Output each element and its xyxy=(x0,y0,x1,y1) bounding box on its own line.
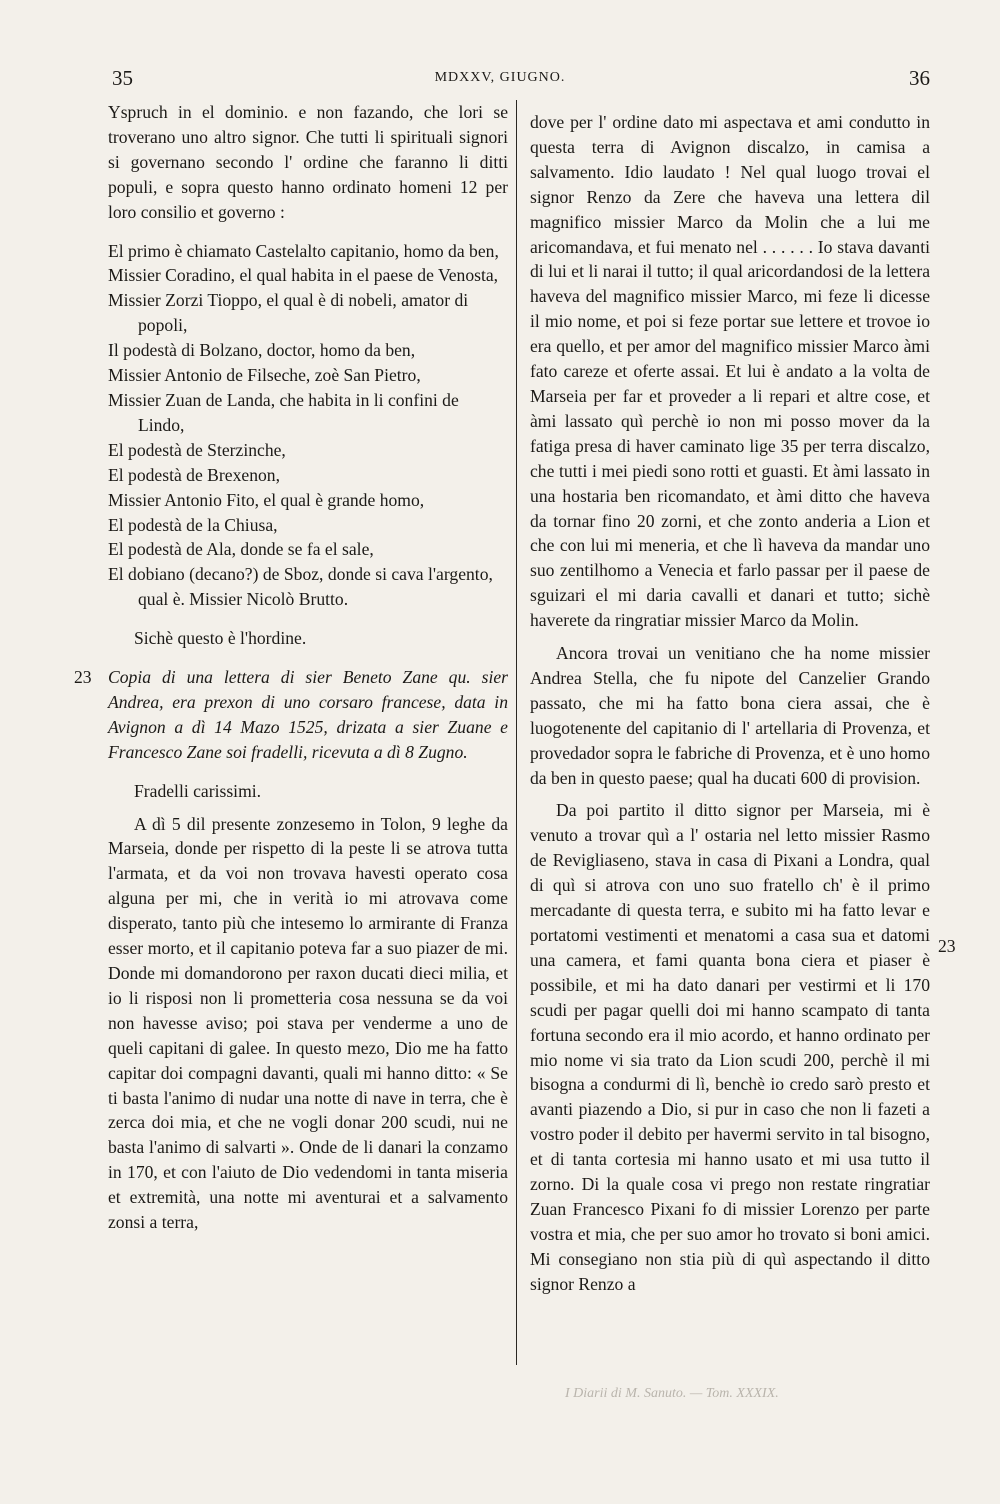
letter-heading-block xyxy=(74,665,508,765)
left-column xyxy=(74,100,508,1235)
paragraph: Da poi partito il ditto signor per Marseia, mi è venuto a trovar quì a l' ostaria nel letto missier Rasmo de Revigliaseno, stava in casa di Pixani a Londra, qual di quì si atrova con uno suo fratello ch' è il primo mercadante di questa terra, e subito mi ha fatto levar e portatomi vestimenti et menatomi a casa sua et datomi una camera, et fami quanta bona ciera et piaser è possibile, et mi ha dato danari per vestirmi et li 170 scudi per pagar quelli doi mi hanno scampato di tanta fortuna secondo era il mio acordo, et hanno ordinato per mio nome vi sia trato da Lion scudi 200, perchè il mi bisogna a condurmi di lì, benchè io credo sarò presto et avanti piazendo a Dio, si pur in caso che non li fazeti a vostro poder il debito per havermi servito in tal bisogno, et di tanta cortesia mi hanno usato et mi usa tutto il zorno. Di la quale cosa vi prego non restate ringratiar Zuan Francesco Pixani fo di missier Lorenzo per parte vostra et mia, che per suo amor ho trovato si boni amici. Mi consegiano non stia più di quì aspectando il ditto signor Renzo a xyxy=(530,800,930,1294)
right-page-number: 36 xyxy=(909,66,930,90)
left-page-number: 35 xyxy=(112,66,133,90)
margin-note-right: 23 xyxy=(938,936,956,956)
list-item: Il podestà di Bolzano, doctor, homo da ben, xyxy=(108,340,416,361)
running-title: MDXXV, GIUGNO. xyxy=(434,70,566,85)
list-item: Missier Zorzi Tioppo, el qual è di nobeli, amator di popoli, xyxy=(108,290,469,336)
letter-continuation: dove per l' ordine dato mi aspectava et ami condutto in questa terra di Avignon discalzo, in camisa a salvamento. Idio laudato ! Nel qual luogo trovai el signor Renzo da Zere che haveva una lettera dil magnifico missier Marco da Molin che a lui me aricomandava, et fui menato nel . . . . . . Io stava davanti di lui et li narai il tutto; il qual aricordandosi de la lettera haveva del magnifico missier Marco, mi feze li dicesse il mio nome, et poi si feze portar sue lettere et trovoe io era quello, et per amor del magnifico missier Marco àmi fato careze et oferte assai. Et lui è andato a la volta de Marseia per far et proveder a li repari et altre cose, et àmi lassato quì perchè io non mi posso mover da la fatiga presa di haver caminato lige 35 per terra discalzo, che tutti i mei piedi sono rotti et guasti. Et àmi lassato in una hostaria ben ricomandato, et àmi ditto che haveva da tornar fino 20 zorni, et che zonto anderia a Lion et che con lui mi meneria, et che lì haveva da mandar uno suo zentilhomo a Venecia et farlo passar per il paese de sguizari el mi daria cavalli et danari et tutto; sichè haverete da ringratiar missier Marco da Molin. xyxy=(530,112,930,631)
list-item: Missier Zuan de Landa, che habita in li confini de Lindo, xyxy=(108,389,459,435)
list-item: Missier Antonio Fito, el qual è grande homo, xyxy=(108,489,425,510)
letter-paragraph: A dì 5 dil presente zonzesemo in Tolon, 9 leghe da Marseia, donde per rispetto di la peste li se atrova tutta l'armata, et da voi non trovava havesti operato cosa alguna per mi, che in verità io mi atrovava come disperato, tanto più che intesemo lo armirante di Franza esser morto, et il capitanio poteva far a suo piazer de mi. Donde mi domandorono per raxon ducati dieci milia, et io li risposi non li prometteria cosa nessuna se da voi non havesse aviso; poi stava per venderme a uno de queli capitani di galee. In questo mezo, Dio me ha fatto capitar doi compagni davanti, quali mi hanno ditto: « Se ti basta l'animo di nudar una notte di nave in terra, che è zerca doi mia, et che ne vogli donar 200 scudi, nui ne basta l'animo di salvarti ». Onde de li danari la conzamo in 170, et con l'aiuto de Dio vedendomi in tanta miseria et extremità, una notte mi aventurai et a salvamento zonsi a terra, xyxy=(108,813,508,1233)
list-item: El dobiano (decano?) de Sboz, donde si cava l'argento, qual è. Missier Nicolò Brutto. xyxy=(108,564,493,610)
closing-line: Sichè questo è l'hordine. xyxy=(134,628,307,649)
paragraph: Ancora trovai un venitiano che ha nome missier Andrea Stella, che fu nipote del Canzelier Grando passato, che mi ha fatto bona ciera assai, che è luogotenente del capitanio di l' artellaria di Provenza, et provedador sopra le fabriche di Provenza, et è uno homo da ben in questo paese; qual ha ducati 600 di provision. xyxy=(530,643,930,788)
list-item: El podestà de Ala, donde se fa el sale, xyxy=(108,539,374,560)
salutation: Fradelli carissimi. xyxy=(134,780,262,801)
show-through-footer: I Diarii di M. Sanuto. — Tom. XXXIX. xyxy=(565,1386,779,1401)
column-divider xyxy=(516,100,517,1365)
right-column xyxy=(530,110,930,1297)
margin-note-left: 23 xyxy=(74,667,92,688)
letter-heading: Copia di una lettera di sier Beneto Zane qu. sier Andrea, era prexon di uno corsaro francese, data in Avignon a dì 14 Mazo 1525, drizata a sier Zuane e Francesco Zane soi fradelli, ricevuta a dì 8 Zugno. xyxy=(108,667,508,762)
list-item: El podestà de la Chiusa, xyxy=(108,514,278,535)
list-item: El podestà de Brexenon, xyxy=(108,464,280,485)
running-header xyxy=(0,66,1000,96)
council-list xyxy=(108,239,508,613)
list-item: El primo è chiamato Castelalto capitanio, homo da ben, xyxy=(108,240,499,261)
list-item: El podestà de Sterzinche, xyxy=(108,439,286,460)
list-item: Missier Coradino, el qual habita in el paese de Venosta, xyxy=(108,265,499,286)
intro-paragraph: Yspruch in el dominio. e non fazando, che lori se troverano uno altro signor. Che tutti li spirituali signori si governano secondo l' ordine che faranno li ditti populi, e sopra questo hanno ordinato homeni 12 per loro consilio et governo : xyxy=(108,102,508,222)
list-item: Missier Antonio de Filseche, zoè San Pietro, xyxy=(108,365,421,386)
